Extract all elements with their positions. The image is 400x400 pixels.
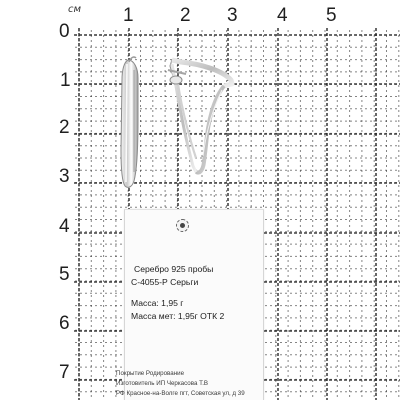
left-number-5: 5 [59,264,70,285]
left-number-2: 2 [59,117,70,138]
tag-line-metal: Серебро 925 пробы [134,264,214,274]
left-number-4: 4 [59,216,70,237]
right-earring-front-view [168,60,232,173]
unit-label: см [68,4,82,15]
tag-footer-address: РФ Красное-на-Волге пгт, Советская ул, д 39 [116,390,245,397]
top-number-1: 1 [123,5,134,26]
left-number-1: 1 [60,70,71,91]
left-number-7: 7 [59,362,70,383]
left-number-6: 6 [59,313,70,334]
left-number-3: 3 [59,166,70,187]
tag-footer-maker: Изготовитель ИП Черкасова Т.В [116,380,209,387]
left-number-0: 0 [59,21,70,42]
top-number-4: 4 [277,5,288,26]
tag-line-metal-weight: Масса мет: 1,95г ОТК 2 [131,311,225,321]
tag-hole [176,219,189,232]
top-number-2: 2 [180,5,191,26]
tag-line-weight: Масса: 1,95 г [131,298,184,308]
tag-footer-coating: Покрытие Родирование [116,370,185,377]
tag-line-article: С-4055-Р Серьги [131,277,199,287]
top-number-3: 3 [227,5,238,26]
left-earring-side-view [121,57,138,187]
top-number-5: 5 [326,5,337,26]
